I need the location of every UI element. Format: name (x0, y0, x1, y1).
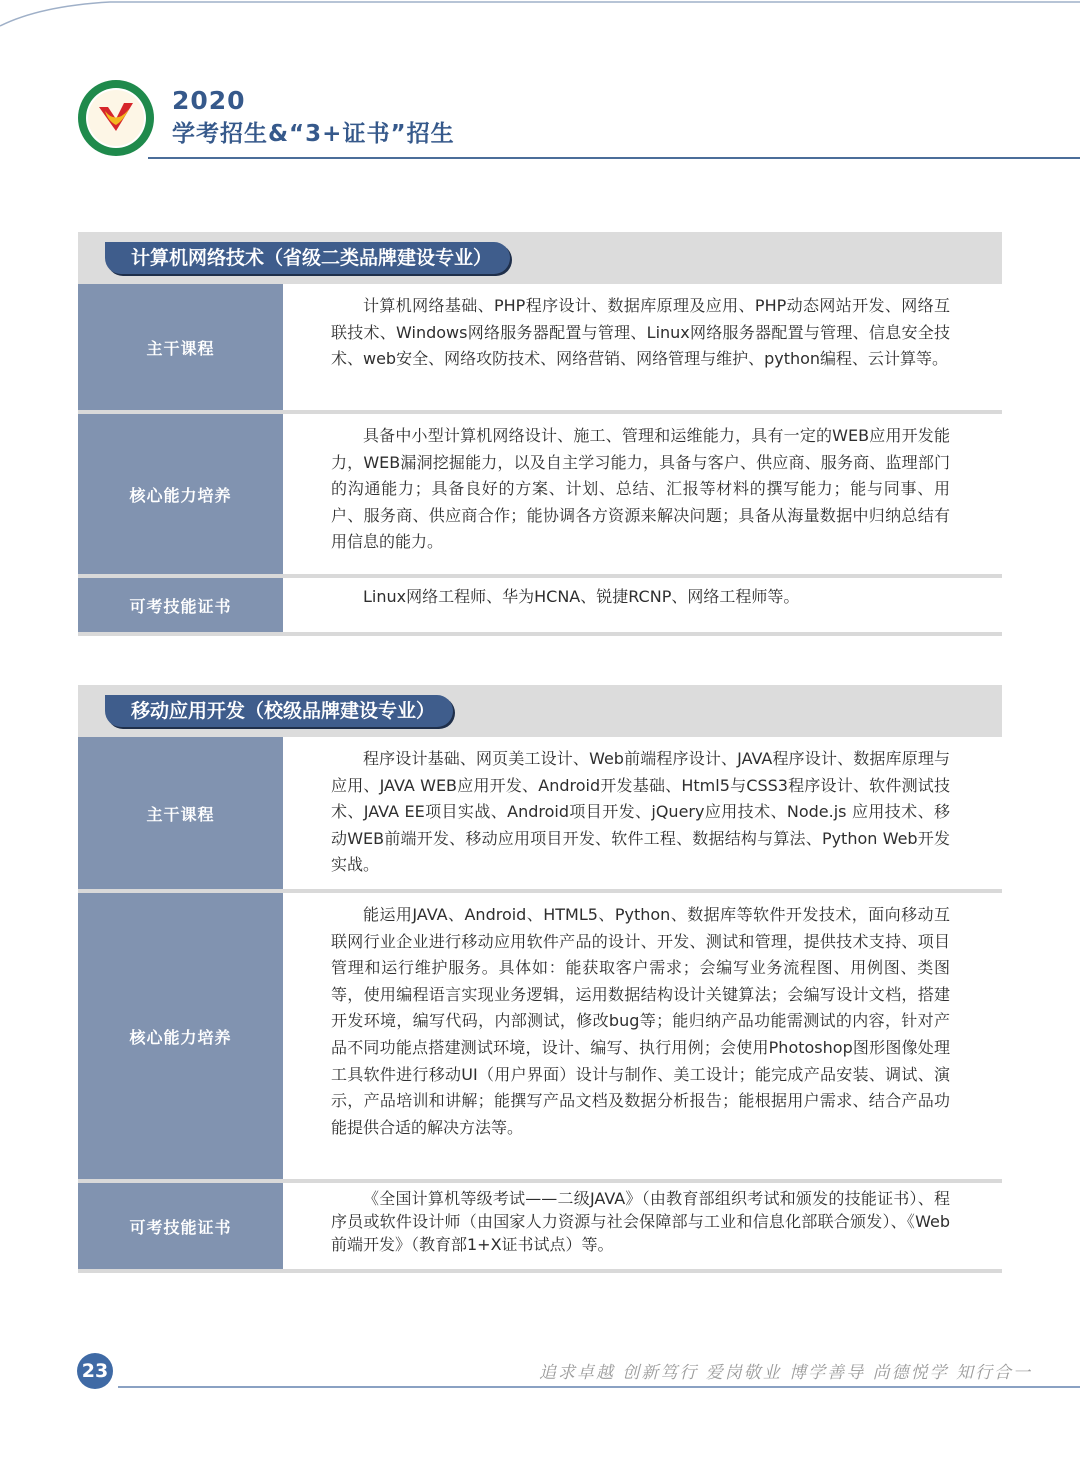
section-header (78, 685, 1002, 737)
row-certificates (78, 578, 1002, 636)
footer-motto: 追求卓越 创新笃行 爱岗敬业 博学善导 尚德悦学 知行合一 (538, 1363, 1032, 1383)
row-label: 核心能力培养 (78, 893, 283, 1179)
row-content: 程序设计基础、网页美工设计、Web前端程序设计、JAVA程序设计、数据库原理与应用、JAVA WEB应用开发、Android开发基础、Html5与CSS3程序设计、软件测试技术、JAVA EE项目实战、Android项目开发、jQuery应用技术、Node.js 应用技术、移动WEB前端开发、移动应用项目开发、软件工程、数据结构与算法、Python Web开发实战。 (331, 749, 950, 875)
header-year: 2020 (172, 86, 246, 115)
row-core-abilities (78, 414, 1002, 578)
row-core-abilities (78, 893, 1002, 1183)
row-content: 具备中小型计算机网络设计、施工、管理和运维能力，具有一定的WEB应用开发能力，WEB漏洞挖掘能力，以及自主学习能力，具备与客户、供应商、服务商、监理部门的沟通能力；具备良好的方案、计划、总结、汇报等材料的撰写能力；能与同事、用户、服务商、供应商合作；能协调各方资源来解决问题；具备从海量数据中归纳总结有用信息的能力。 (331, 426, 950, 552)
row-content: 能运用JAVA、Android、HTML5、Python、数据库等软件开发技术，面向移动互联网行业企业进行移动应用软件产品的设计、开发、测试和管理，提供技术支持、项目管理和运行维护服务。具体如：能获取客户需求；会编写业务流程图、用例图、类图等，使用编程语言实现业务逻辑，运用数据结构设计关键算法；会编写设计文档，搭建开发环境，编写代码，内部测试，修改bug等；能归纳产品功能需测试的内容，针对产品不同功能点搭建测试环境，设计、编写、执行用例；会使用Photoshop图形图像处理工具软件进行移动UI（用户界面）设计与制作、美工设计；能完成产品安装、调试、演示，产品培训和讲解；能撰写产品文档及数据分析报告；能根据用户需求、结合产品功能提供合适的解决方法等。 (331, 905, 950, 1137)
row-content: 《全国计算机等级考试——二级JAVA》（由教育部组织考试和颁发的技能证书）、程序员或软件设计师（由国家人力资源与社会保障部与工业和信息化部联合颁发）、《Web前端开发》（教育部1+X证书试点）等。 (331, 1189, 950, 1254)
row-content: Linux网络工程师、华为HCNA、锐捷RCNP、网络工程师等。 (363, 587, 800, 606)
row-label: 可考技能证书 (78, 578, 283, 632)
row-label: 可考技能证书 (78, 1183, 283, 1269)
row-content: 计算机网络基础、PHP程序设计、数据库原理及应用、PHP动态网站开发、网络互联技术、Windows网络服务器配置与管理、Linux网络服务器配置与管理、信息安全技术、web安全、网络攻防技术、网络营销、网络管理与维护、python编程、云计算等。 (331, 296, 950, 369)
row-label: 主干课程 (78, 737, 283, 889)
section-title: 计算机网络技术（省级二类品牌建设专业） (105, 242, 510, 274)
major-section-network (78, 232, 1002, 636)
row-label: 主干课程 (78, 284, 283, 410)
row-main-courses (78, 737, 1002, 893)
row-main-courses (78, 284, 1002, 414)
row-label: 核心能力培养 (78, 414, 283, 574)
row-certificates (78, 1183, 1002, 1273)
major-section-mobile (78, 685, 1002, 1273)
footer-divider (118, 1386, 1080, 1388)
page-number: 23 (77, 1353, 113, 1389)
section-title: 移动应用开发（校级品牌建设专业） (105, 695, 453, 727)
decorative-top-curve (0, 0, 1080, 60)
section-header (78, 232, 1002, 284)
header-subtitle: 学考招生&“3+证书”招生 (172, 121, 455, 147)
header-divider (148, 157, 1080, 159)
school-emblem-icon (77, 79, 155, 157)
